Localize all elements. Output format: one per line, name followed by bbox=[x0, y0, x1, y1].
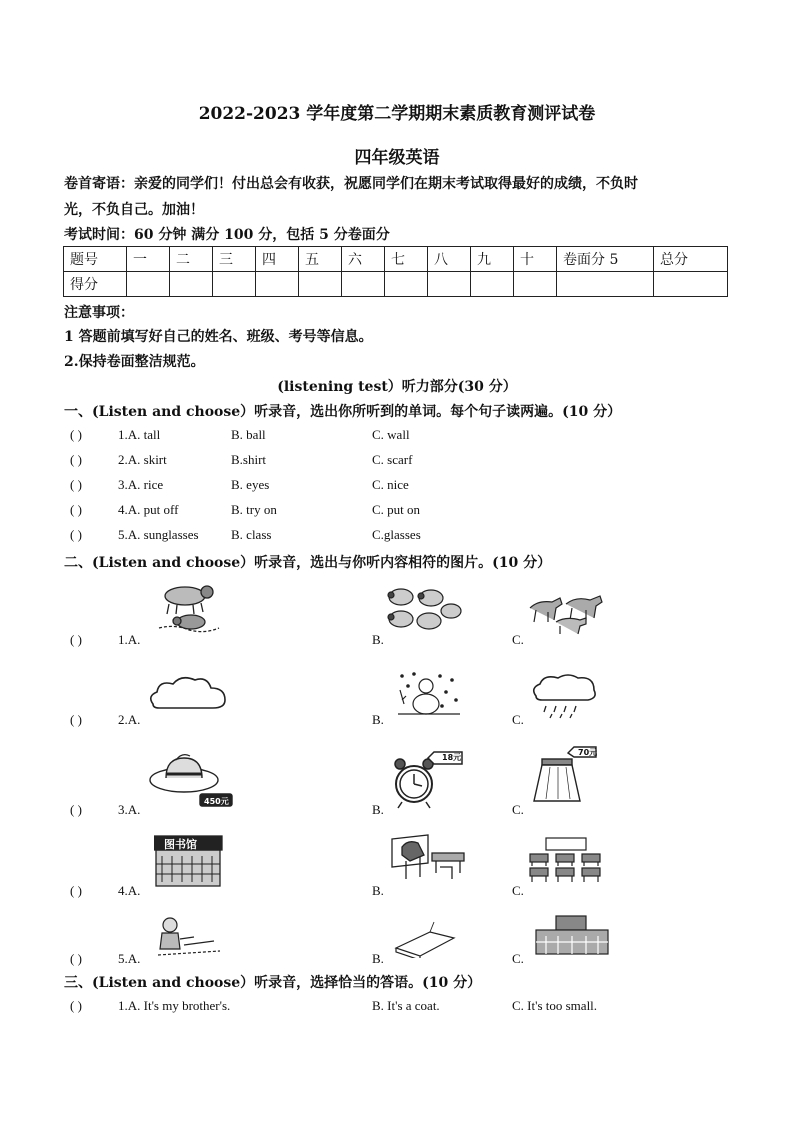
option-a: 4.A. bbox=[118, 883, 141, 898]
exam-subtitle: 四年级英语 bbox=[354, 148, 440, 168]
book-image bbox=[390, 918, 460, 958]
answer-blank[interactable]: ( ) bbox=[70, 632, 82, 647]
rain-cloud-image bbox=[528, 672, 600, 720]
part2-heading: 二、(Listen and choose）听录音，选出与你听内容相符的图片。(10 分） bbox=[64, 555, 552, 571]
snowman-image bbox=[394, 670, 464, 718]
option-c: C. scarf bbox=[372, 452, 413, 467]
score-table-cell: 四 bbox=[256, 247, 299, 272]
score-input-cell[interactable] bbox=[514, 272, 557, 297]
option-b: B. class bbox=[231, 527, 272, 542]
score-input-cell[interactable] bbox=[471, 272, 514, 297]
score-table-cell: 六 bbox=[342, 247, 385, 272]
score-table-cell: 得分 bbox=[64, 272, 127, 297]
score-input-cell[interactable] bbox=[428, 272, 471, 297]
option-b: B. bbox=[372, 712, 384, 727]
score-table-header-row bbox=[64, 247, 728, 272]
music-room-image bbox=[388, 833, 468, 887]
option-b: B. bbox=[372, 951, 384, 966]
option-a: 3.A. rice bbox=[118, 477, 164, 492]
school-building-image bbox=[532, 914, 612, 956]
answer-blank[interactable]: ( ) bbox=[70, 998, 82, 1013]
option-a: 5.A. sunglasses bbox=[118, 527, 199, 542]
answer-blank[interactable]: ( ) bbox=[70, 712, 82, 727]
option-a: 1.A. bbox=[118, 632, 141, 647]
part1-heading: 一、(Listen and choose）听录音，选出你所听到的单词。每个句子读两遍。(10 分） bbox=[64, 404, 622, 420]
score-table-cell: 五 bbox=[299, 247, 342, 272]
intro-message-line1: 卷首寄语：亲爱的同学们！付出总会有收获，祝愿同学们在期末考试取得最好的成绩，不负时 bbox=[64, 176, 638, 192]
notes-item-2: 2.保持卷面整洁规范。 bbox=[64, 354, 205, 370]
answer-blank[interactable]: ( ) bbox=[70, 951, 82, 966]
score-table-cell: 八 bbox=[428, 247, 471, 272]
score-input-cell[interactable] bbox=[385, 272, 428, 297]
option-c: C. It's too small. bbox=[512, 998, 598, 1013]
skirt-price-tag: 70元 bbox=[578, 748, 598, 757]
option-a: 1.A. tall bbox=[118, 427, 161, 442]
score-input-cell[interactable] bbox=[170, 272, 213, 297]
option-c: C. bbox=[512, 632, 524, 647]
answer-blank[interactable]: ( ) bbox=[70, 452, 82, 467]
score-table-cell: 九 bbox=[471, 247, 514, 272]
score-input-cell[interactable] bbox=[342, 272, 385, 297]
answer-blank[interactable]: ( ) bbox=[70, 527, 82, 542]
sheep-flock-image bbox=[385, 585, 463, 637]
answer-blank[interactable]: ( ) bbox=[70, 883, 82, 898]
score-input-cell[interactable] bbox=[127, 272, 170, 297]
option-a: 2.A. bbox=[118, 712, 141, 727]
option-b: B. It's a coat. bbox=[372, 998, 440, 1013]
answer-blank[interactable]: ( ) bbox=[70, 427, 82, 442]
option-a: 3.A. bbox=[118, 802, 141, 817]
person-reading-image bbox=[154, 915, 224, 959]
score-table-cell: 七 bbox=[385, 247, 428, 272]
score-table-score-row bbox=[64, 272, 728, 297]
option-a: 1.A. It's my brother's. bbox=[118, 998, 231, 1013]
option-b: B. ball bbox=[231, 427, 266, 442]
score-table-cell: 题号 bbox=[64, 247, 127, 272]
skirt-image bbox=[528, 745, 598, 805]
score-input-cell[interactable] bbox=[654, 272, 728, 297]
answer-blank[interactable]: ( ) bbox=[70, 802, 82, 817]
library-sign: 图书馆 bbox=[164, 838, 197, 851]
option-b: B. bbox=[372, 802, 384, 817]
option-c: C. put on bbox=[372, 502, 421, 517]
score-table-cell: 一 bbox=[127, 247, 170, 272]
score-input-cell[interactable] bbox=[213, 272, 256, 297]
option-a: 4.A. put off bbox=[118, 502, 179, 517]
score-table bbox=[63, 246, 728, 297]
option-c: C. bbox=[512, 951, 524, 966]
score-input-cell[interactable] bbox=[256, 272, 299, 297]
cow-and-pig-image bbox=[155, 578, 223, 636]
notes-item-1: 1 答题前填写好自己的姓名、班级、考号等信息。 bbox=[64, 329, 373, 345]
part3-heading: 三、(Listen and choose）听录音，选择恰当的答语。(10 分） bbox=[64, 975, 482, 991]
notes-heading: 注意事项： bbox=[64, 305, 134, 321]
option-c: C.glasses bbox=[372, 527, 421, 542]
option-c: C. bbox=[512, 802, 524, 817]
option-c: C. nice bbox=[372, 477, 409, 492]
answer-blank[interactable]: ( ) bbox=[70, 477, 82, 492]
listening-heading: (listening test）听力部分(30 分） bbox=[277, 379, 517, 395]
score-table-cell: 卷面分 5 bbox=[557, 247, 654, 272]
horses-image bbox=[526, 592, 606, 638]
score-input-cell[interactable] bbox=[557, 272, 654, 297]
clock-price-tag: 18元 bbox=[442, 753, 462, 762]
answer-blank[interactable]: ( ) bbox=[70, 502, 82, 517]
hat-price-tag: 450元 bbox=[204, 797, 229, 806]
intro-message-line2: 光，不负自己。加油！ bbox=[64, 202, 204, 218]
classroom-image bbox=[526, 836, 606, 886]
score-table-cell: 三 bbox=[213, 247, 256, 272]
hat-image bbox=[146, 750, 234, 810]
exam-title: 2022-2023 学年度第二学期期末素质教育测评试卷 bbox=[198, 104, 596, 124]
option-b: B. try on bbox=[231, 502, 277, 517]
score-table-cell: 总分 bbox=[654, 247, 728, 272]
alarm-clock-image bbox=[392, 748, 464, 810]
option-c: C. bbox=[512, 712, 524, 727]
option-a: 5.A. bbox=[118, 951, 141, 966]
score-table-cell: 二 bbox=[170, 247, 213, 272]
option-c: C. wall bbox=[372, 427, 410, 442]
score-input-cell[interactable] bbox=[299, 272, 342, 297]
option-b: B. bbox=[372, 883, 384, 898]
score-table-cell: 十 bbox=[514, 247, 557, 272]
option-a: 2.A. skirt bbox=[118, 452, 167, 467]
library-image bbox=[154, 834, 224, 888]
option-b: B.shirt bbox=[231, 452, 267, 467]
option-b: B. bbox=[372, 632, 384, 647]
cloud-image bbox=[145, 672, 231, 714]
exam-info: 考试时间：60 分钟 满分 100 分，包括 5 分卷面分 bbox=[64, 227, 390, 243]
option-b: B. eyes bbox=[231, 477, 270, 492]
option-c: C. bbox=[512, 883, 524, 898]
